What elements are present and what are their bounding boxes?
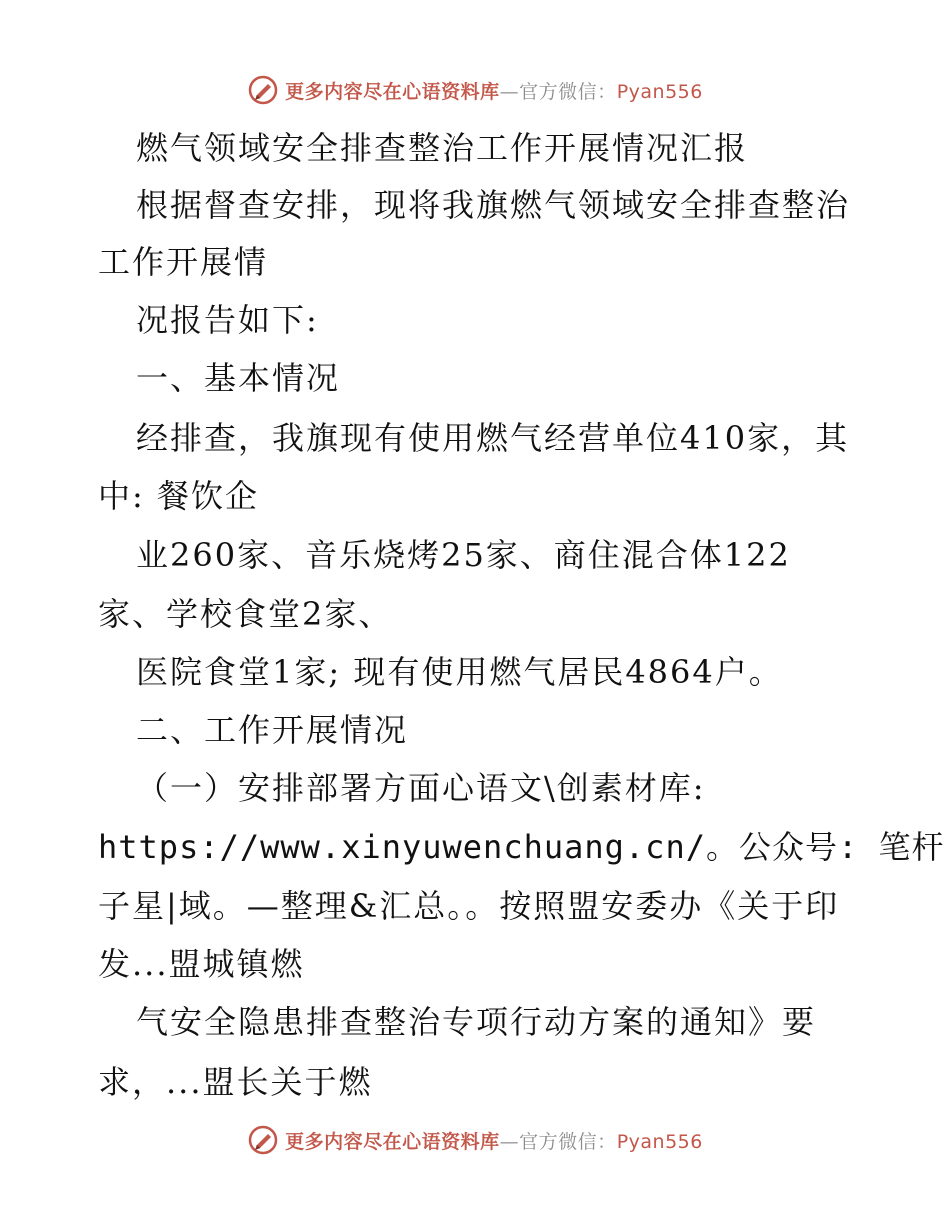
footer-banner-text xyxy=(285,1127,703,1154)
paragraph-line: 中: 餐饮企 xyxy=(98,477,259,515)
footer-watermark-banner xyxy=(0,1120,950,1160)
section-heading: 二、工作开展情况 xyxy=(136,711,409,749)
paragraph-line: 子星|域。—整理&汇总。。按照盟安委办《关于印 xyxy=(98,887,840,925)
subsection-heading: （一）安排部署方面心语文\创素材库: xyxy=(136,769,706,807)
section-heading: 一、基本情况 xyxy=(136,359,341,397)
footer-banner-id: Pyan556 xyxy=(616,1130,703,1153)
footer-banner-separator: — xyxy=(499,1130,520,1153)
paragraph-line: 家、学校食堂2家、 xyxy=(98,595,393,633)
paragraph-line: 工作开展情 xyxy=(98,243,269,281)
header-banner-brand: 更多内容尽在心语资料库 xyxy=(285,80,500,103)
footer-banner-label: 官方微信： xyxy=(519,1130,617,1153)
header-banner-label: 官方微信： xyxy=(519,80,617,103)
paragraph-line: 根据督查安排，现将我旗燃气领域安全排查整治 xyxy=(136,186,851,224)
paragraph-line: 气安全隐患排查整治专项行动方案的通知》要 xyxy=(136,1003,817,1041)
logo-pen-icon xyxy=(247,1124,279,1156)
paragraph-line: 求，...盟长关于燃 xyxy=(98,1063,373,1101)
footer-banner-brand: 更多内容尽在心语资料库 xyxy=(285,1130,500,1153)
header-banner-id: Pyan556 xyxy=(616,80,703,103)
paragraph-line: 医院食堂1家; 现有使用燃气居民4864户。 xyxy=(136,653,783,691)
header-banner-separator: — xyxy=(499,80,520,103)
paragraph-line: 况报告如下: xyxy=(136,301,319,339)
paragraph-line-url: https://www.xinyuwenchuang.cn/。公众号: 笔杆 xyxy=(98,828,945,866)
paragraph-line: 经排查，我旗现有使用燃气经营单位410家，其 xyxy=(136,419,850,457)
paragraph-line: 发...盟城镇燃 xyxy=(98,945,305,983)
paragraph-line: 业260家、音乐烧烤25家、商住混合体122 xyxy=(136,536,791,574)
document-title: 燃气领域安全排查整治工作开展情况汇报 xyxy=(136,129,749,167)
